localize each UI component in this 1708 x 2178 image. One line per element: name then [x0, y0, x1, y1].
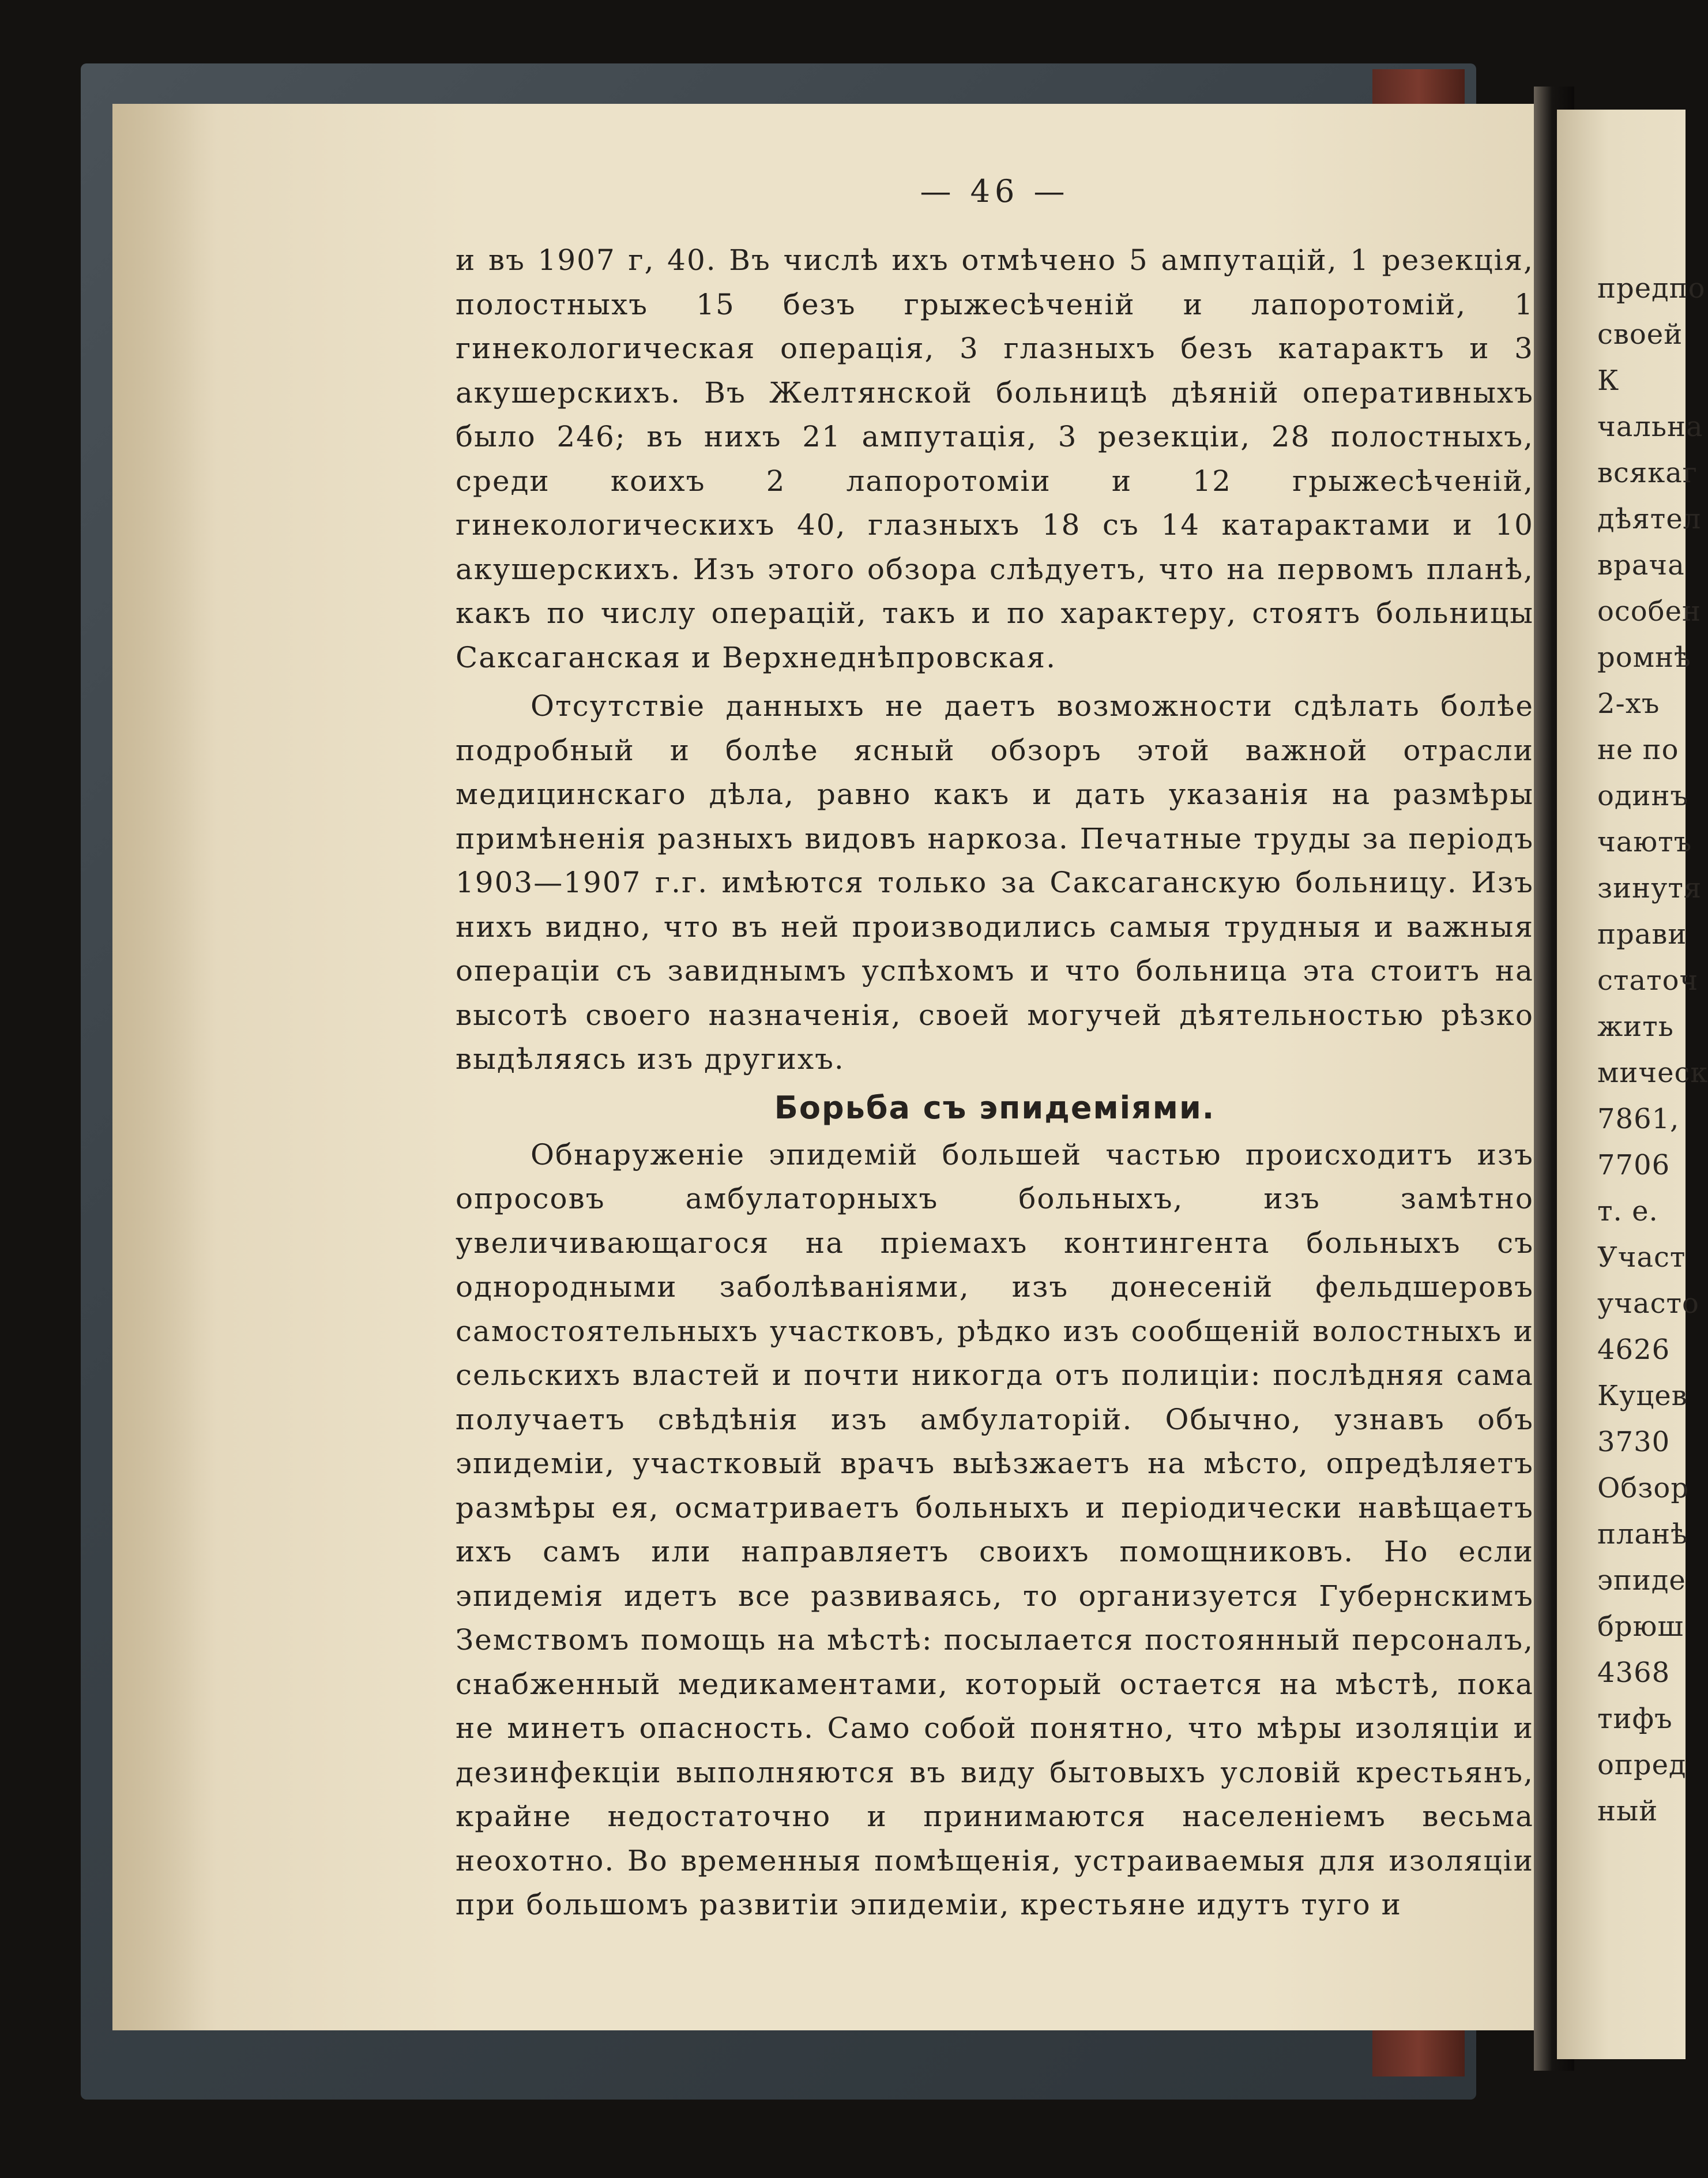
- section-heading: Борьба съ эпидеміями.: [774, 1089, 1216, 1126]
- page-number: — 46 —: [920, 173, 1070, 209]
- page-edge-shadow: [112, 104, 216, 2030]
- paragraph-data-absence: Отсутствіе данныхъ не даетъ возможности сдѣлать болѣе подробный и болѣе ясный обзоръ этой важной отрасли медицинскаго дѣла, равно какъ и дать указанія на размѣры примѣненія разныхъ видовъ наркоза. Печатные труды за періодъ 1903—1907 г.г. имѣются только за Саксаганскую больницу. Изъ нихъ видно, что въ ней производились самыя трудныя и важныя операціи съ завиднымъ успѣхомъ и что больница эта стоитъ на высотѣ своего назначенія, своей могучей дѣятельностью рѣзко выдѣляясь изъ другихъ.: [456, 689, 1534, 1076]
- facing-page-text: предпо своей К чальна всякаг дѣятел врача особен ромнѣ 2-хъ не по одинъ чаютъ зинутя прави статоч жить мическ 7861, 7706 т. е. Участ участо 4626 Куцев 3730 Обзор планѣ эпиде брюш 4368 тифъ опред ный: [1597, 272, 1708, 1827]
- paragraph-epidemics: Обнаруженіе эпидемій большей частью происходитъ изъ опросовъ амбулаторныхъ больныхъ, изъ замѣтно увеличивающагося на пріемахъ контингента больныхъ съ однородными заболѣваніями, изъ донесеній фельдшеровъ самостоятельныхъ участковъ, рѣдко изъ сообщеній волостныхъ и сельскихъ властей и почти никогда отъ полиціи: послѣдняя сама получаетъ свѣдѣнія изъ амбулаторій. Обычно, узнавъ объ эпидеміи, участковый врачъ выѣзжаетъ на мѣсто, опредѣляетъ размѣры ея, осматриваетъ больныхъ и періодически навѣщаетъ ихъ самъ или направляетъ своихъ помощниковъ. Но если эпидемія идетъ все развиваясь, то организуется Губернскимъ Земствомъ помощь на мѣстѣ: посылается постоянный персоналъ, снабженный медикаментами, который остается на мѣстѣ, пока не минетъ опасность. Само собой понятно, что мѣры изоляціи и дезинфекціи выполняются въ виду бытовыхъ условій крестьянъ, крайне недостаточно и принимаются населеніемъ весьма неохотно. Во временныя помѣщенія, устраиваемыя для изоляціи при большомъ развитіи эпидеміи, крестьяне идутъ туго и: [456, 1137, 1534, 1921]
- page-content: [456, 173, 1534, 1921]
- paragraph-operations: и въ 1907 г, 40. Въ числѣ ихъ отмѣчено 5 ампутацій, 1 резекція, полостныхъ 15 безъ грыжесѣченій и лапоротомій, 1 гинекологическая операція, 3 глазныхъ безъ катарактъ и 3 акушерскихъ. Въ Желтянской больницѣ дѣяній оперативныхъ было 246; въ нихъ 21 ампутація, 3 резекціи, 28 полостныхъ, среди коихъ 2 лапоротоміи и 12 грыжесѣченій, гинекологическихъ 40, глазныхъ 18 съ 14 катарактами и 10 акушерскихъ. Изъ этого обзора слѣдуетъ, что на первомъ планѣ, какъ по числу операцій, такъ и по характеру, стоятъ больницы Саксаганская и Верхнеднѣпровская.: [456, 243, 1534, 674]
- facing-page: [1557, 110, 1708, 2059]
